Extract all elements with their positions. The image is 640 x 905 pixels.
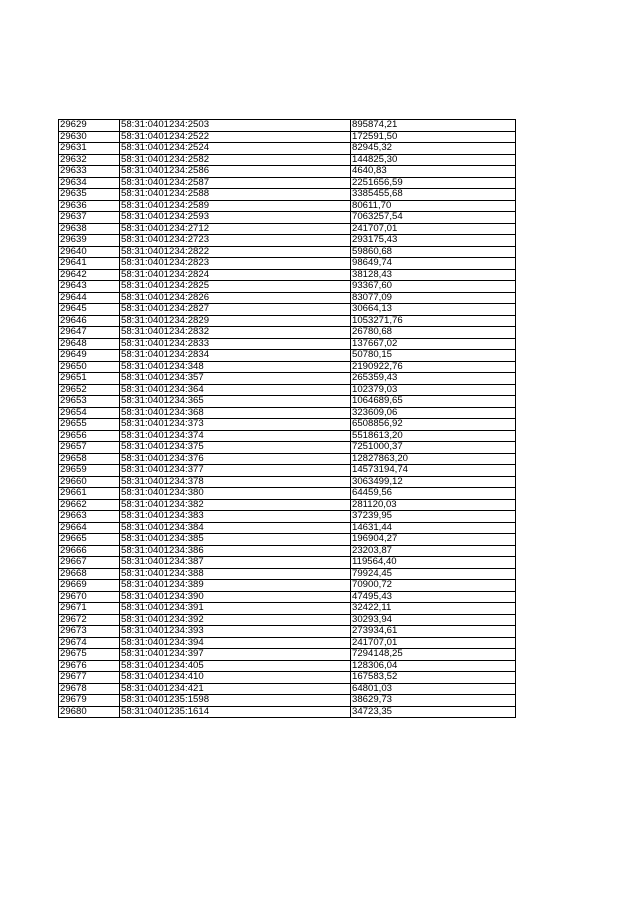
value-cell: 14631,44 [351, 522, 516, 534]
cadastral-number-cell: 58:31:0401234:368 [120, 407, 351, 419]
cadastral-number-cell: 58:31:0401234:375 [120, 442, 351, 454]
value-cell: 3063499,12 [351, 476, 516, 488]
row-number-cell: 29643 [59, 281, 120, 293]
row-number-cell: 29671 [59, 603, 120, 615]
cadastral-number-cell: 58:31:0401234:364 [120, 384, 351, 396]
value-cell: 265359,43 [351, 373, 516, 385]
cadastral-number-cell: 58:31:0401234:2822 [120, 246, 351, 258]
row-number-cell: 29652 [59, 384, 120, 396]
row-number-cell: 29659 [59, 465, 120, 477]
table-row [59, 350, 516, 362]
row-number-cell: 29633 [59, 166, 120, 178]
cadastral-number-cell: 58:31:0401234:378 [120, 476, 351, 488]
table-row [59, 407, 516, 419]
table-row [59, 292, 516, 304]
value-cell: 1064689,65 [351, 396, 516, 408]
value-cell: 50780,15 [351, 350, 516, 362]
row-number-cell: 29650 [59, 361, 120, 373]
table-row [59, 660, 516, 672]
cadastral-number-cell: 58:31:0401234:2826 [120, 292, 351, 304]
cadastral-number-cell: 58:31:0401234:397 [120, 649, 351, 661]
table-row [59, 223, 516, 235]
cadastral-number-cell: 58:31:0401234:382 [120, 499, 351, 511]
row-number-cell: 29677 [59, 672, 120, 684]
table-row [59, 281, 516, 293]
table-row [59, 143, 516, 155]
value-cell: 323609,06 [351, 407, 516, 419]
cadastral-number-cell: 58:31:0401234:2586 [120, 166, 351, 178]
table-row [59, 269, 516, 281]
value-cell: 38629,73 [351, 695, 516, 707]
table-row [59, 603, 516, 615]
value-cell: 128306,04 [351, 660, 516, 672]
value-cell: 7251000,37 [351, 442, 516, 454]
value-cell: 80611,70 [351, 200, 516, 212]
row-number-cell: 29630 [59, 131, 120, 143]
value-cell: 7294148,25 [351, 649, 516, 661]
cadastral-number-cell: 58:31:0401234:2503 [120, 120, 351, 132]
table-row [59, 695, 516, 707]
row-number-cell: 29676 [59, 660, 120, 672]
table-row [59, 373, 516, 385]
row-number-cell: 29667 [59, 557, 120, 569]
table-row [59, 534, 516, 546]
cadastral-number-cell: 58:31:0401234:410 [120, 672, 351, 684]
row-number-cell: 29673 [59, 626, 120, 638]
table-row [59, 465, 516, 477]
row-number-cell: 29661 [59, 488, 120, 500]
cadastral-number-cell: 58:31:0401234:376 [120, 453, 351, 465]
row-number-cell: 29629 [59, 120, 120, 132]
cadastral-number-cell: 58:31:0401234:2582 [120, 154, 351, 166]
cadastral-number-cell: 58:31:0401234:2522 [120, 131, 351, 143]
cadastral-number-cell: 58:31:0401235:1598 [120, 695, 351, 707]
row-number-cell: 29635 [59, 189, 120, 201]
cadastral-number-cell: 58:31:0401234:357 [120, 373, 351, 385]
row-number-cell: 29649 [59, 350, 120, 362]
row-number-cell: 29636 [59, 200, 120, 212]
cadastral-number-cell: 58:31:0401234:2833 [120, 338, 351, 350]
row-number-cell: 29666 [59, 545, 120, 557]
value-cell: 79924,45 [351, 568, 516, 580]
row-number-cell: 29637 [59, 212, 120, 224]
value-cell: 273934,61 [351, 626, 516, 638]
row-number-cell: 29656 [59, 430, 120, 442]
value-cell: 7063257,54 [351, 212, 516, 224]
cadastral-number-cell: 58:31:0401234:348 [120, 361, 351, 373]
cadastral-number-cell: 58:31:0401234:2827 [120, 304, 351, 316]
value-cell: 4640,83 [351, 166, 516, 178]
row-number-cell: 29647 [59, 327, 120, 339]
value-cell: 167583,52 [351, 672, 516, 684]
row-number-cell: 29642 [59, 269, 120, 281]
value-cell: 144825,30 [351, 154, 516, 166]
cadastral-number-cell: 58:31:0401234:2589 [120, 200, 351, 212]
cadastral-number-cell: 58:31:0401234:390 [120, 591, 351, 603]
table-row [59, 488, 516, 500]
table-row [59, 177, 516, 189]
value-cell: 196904,27 [351, 534, 516, 546]
row-number-cell: 29646 [59, 315, 120, 327]
row-number-cell: 29640 [59, 246, 120, 258]
row-number-cell: 29680 [59, 706, 120, 718]
value-cell: 281120,03 [351, 499, 516, 511]
cadastral-number-cell: 58:31:0401234:2829 [120, 315, 351, 327]
value-cell: 38128,43 [351, 269, 516, 281]
cadastral-number-cell: 58:31:0401234:2587 [120, 177, 351, 189]
row-number-cell: 29665 [59, 534, 120, 546]
table-row [59, 200, 516, 212]
row-number-cell: 29634 [59, 177, 120, 189]
row-number-cell: 29658 [59, 453, 120, 465]
table-row [59, 419, 516, 431]
value-cell: 64801,03 [351, 683, 516, 695]
cadastral-number-cell: 58:31:0401234:377 [120, 465, 351, 477]
value-cell: 102379,03 [351, 384, 516, 396]
table-row [59, 476, 516, 488]
table-row [59, 522, 516, 534]
row-number-cell: 29655 [59, 419, 120, 431]
value-cell: 82945,32 [351, 143, 516, 155]
table-row [59, 637, 516, 649]
row-number-cell: 29632 [59, 154, 120, 166]
row-number-cell: 29631 [59, 143, 120, 155]
row-number-cell: 29668 [59, 568, 120, 580]
cadastral-number-cell: 58:31:0401234:2823 [120, 258, 351, 270]
row-number-cell: 29641 [59, 258, 120, 270]
table-row [59, 166, 516, 178]
value-cell: 32422,11 [351, 603, 516, 615]
table-row [59, 545, 516, 557]
value-cell: 137667,02 [351, 338, 516, 350]
value-cell: 119564,40 [351, 557, 516, 569]
row-number-cell: 29639 [59, 235, 120, 247]
value-cell: 47495,43 [351, 591, 516, 603]
row-number-cell: 29664 [59, 522, 120, 534]
cadastral-number-cell: 58:31:0401234:389 [120, 580, 351, 592]
row-number-cell: 29648 [59, 338, 120, 350]
value-cell: 241707,01 [351, 223, 516, 235]
row-number-cell: 29638 [59, 223, 120, 235]
table-row [59, 683, 516, 695]
value-cell: 895874,21 [351, 120, 516, 132]
table-row [59, 131, 516, 143]
value-cell: 5518613,20 [351, 430, 516, 442]
table-row [59, 626, 516, 638]
value-cell: 37239,95 [351, 511, 516, 523]
table-row [59, 672, 516, 684]
row-number-cell: 29651 [59, 373, 120, 385]
value-cell: 241707,01 [351, 637, 516, 649]
row-number-cell: 29657 [59, 442, 120, 454]
row-number-cell: 29678 [59, 683, 120, 695]
row-number-cell: 29662 [59, 499, 120, 511]
table-body [59, 120, 516, 718]
row-number-cell: 29669 [59, 580, 120, 592]
cadastral-number-cell: 58:31:0401234:384 [120, 522, 351, 534]
table-row [59, 315, 516, 327]
value-cell: 30293,94 [351, 614, 516, 626]
value-cell: 2251656,59 [351, 177, 516, 189]
cadastral-number-cell: 58:31:0401234:2723 [120, 235, 351, 247]
value-cell: 30664,13 [351, 304, 516, 316]
cadastral-number-cell: 58:31:0401235:1614 [120, 706, 351, 718]
table-row [59, 499, 516, 511]
cadastral-number-cell: 58:31:0401234:386 [120, 545, 351, 557]
value-cell: 3385455,68 [351, 189, 516, 201]
table-row [59, 154, 516, 166]
row-number-cell: 29660 [59, 476, 120, 488]
cadastral-number-cell: 58:31:0401234:392 [120, 614, 351, 626]
row-number-cell: 29653 [59, 396, 120, 408]
cadastral-number-cell: 58:31:0401234:2824 [120, 269, 351, 281]
table-row [59, 557, 516, 569]
table-row [59, 361, 516, 373]
value-cell: 26780,68 [351, 327, 516, 339]
row-number-cell: 29654 [59, 407, 120, 419]
table-row [59, 580, 516, 592]
table-row [59, 212, 516, 224]
value-cell: 6508856,92 [351, 419, 516, 431]
row-number-cell: 29670 [59, 591, 120, 603]
cadastral-number-cell: 58:31:0401234:2524 [120, 143, 351, 155]
table-row [59, 327, 516, 339]
table-row [59, 235, 516, 247]
cadastral-number-cell: 58:31:0401234:391 [120, 603, 351, 615]
table-row [59, 246, 516, 258]
value-cell: 98649,74 [351, 258, 516, 270]
value-cell: 293175,43 [351, 235, 516, 247]
table-row [59, 304, 516, 316]
table-row [59, 591, 516, 603]
value-cell: 2190922,76 [351, 361, 516, 373]
table-row [59, 453, 516, 465]
cadastral-number-cell: 58:31:0401234:2825 [120, 281, 351, 293]
table-row [59, 258, 516, 270]
table-row [59, 614, 516, 626]
cadastral-number-cell: 58:31:0401234:2593 [120, 212, 351, 224]
value-cell: 83077,09 [351, 292, 516, 304]
row-number-cell: 29663 [59, 511, 120, 523]
row-number-cell: 29675 [59, 649, 120, 661]
cadastral-number-cell: 58:31:0401234:2832 [120, 327, 351, 339]
value-cell: 93367,60 [351, 281, 516, 293]
table-row [59, 430, 516, 442]
value-cell: 34723,35 [351, 706, 516, 718]
value-cell: 12827863,20 [351, 453, 516, 465]
value-cell: 64459,56 [351, 488, 516, 500]
table-row [59, 120, 516, 132]
value-cell: 70900,72 [351, 580, 516, 592]
value-cell: 59860,68 [351, 246, 516, 258]
cadastral-value-table [58, 119, 516, 718]
table-row [59, 511, 516, 523]
value-cell: 1053271,76 [351, 315, 516, 327]
cadastral-number-cell: 58:31:0401234:2588 [120, 189, 351, 201]
table-row [59, 649, 516, 661]
cadastral-number-cell: 58:31:0401234:380 [120, 488, 351, 500]
table-row [59, 189, 516, 201]
cadastral-number-cell: 58:31:0401234:388 [120, 568, 351, 580]
cadastral-number-cell: 58:31:0401234:405 [120, 660, 351, 672]
table-row [59, 568, 516, 580]
value-cell: 23203,87 [351, 545, 516, 557]
cadastral-number-cell: 58:31:0401234:2712 [120, 223, 351, 235]
row-number-cell: 29644 [59, 292, 120, 304]
row-number-cell: 29674 [59, 637, 120, 649]
row-number-cell: 29672 [59, 614, 120, 626]
cadastral-number-cell: 58:31:0401234:393 [120, 626, 351, 638]
table-row [59, 396, 516, 408]
value-cell: 172591,50 [351, 131, 516, 143]
table-row [59, 384, 516, 396]
cadastral-number-cell: 58:31:0401234:2834 [120, 350, 351, 362]
table-row [59, 706, 516, 718]
cadastral-number-cell: 58:31:0401234:374 [120, 430, 351, 442]
row-number-cell: 29679 [59, 695, 120, 707]
cadastral-number-cell: 58:31:0401234:385 [120, 534, 351, 546]
cadastral-number-cell: 58:31:0401234:394 [120, 637, 351, 649]
cadastral-number-cell: 58:31:0401234:421 [120, 683, 351, 695]
value-cell: 14573194,74 [351, 465, 516, 477]
table-row [59, 442, 516, 454]
cadastral-number-cell: 58:31:0401234:365 [120, 396, 351, 408]
cadastral-number-cell: 58:31:0401234:373 [120, 419, 351, 431]
cadastral-number-cell: 58:31:0401234:383 [120, 511, 351, 523]
table-row [59, 338, 516, 350]
row-number-cell: 29645 [59, 304, 120, 316]
cadastral-number-cell: 58:31:0401234:387 [120, 557, 351, 569]
